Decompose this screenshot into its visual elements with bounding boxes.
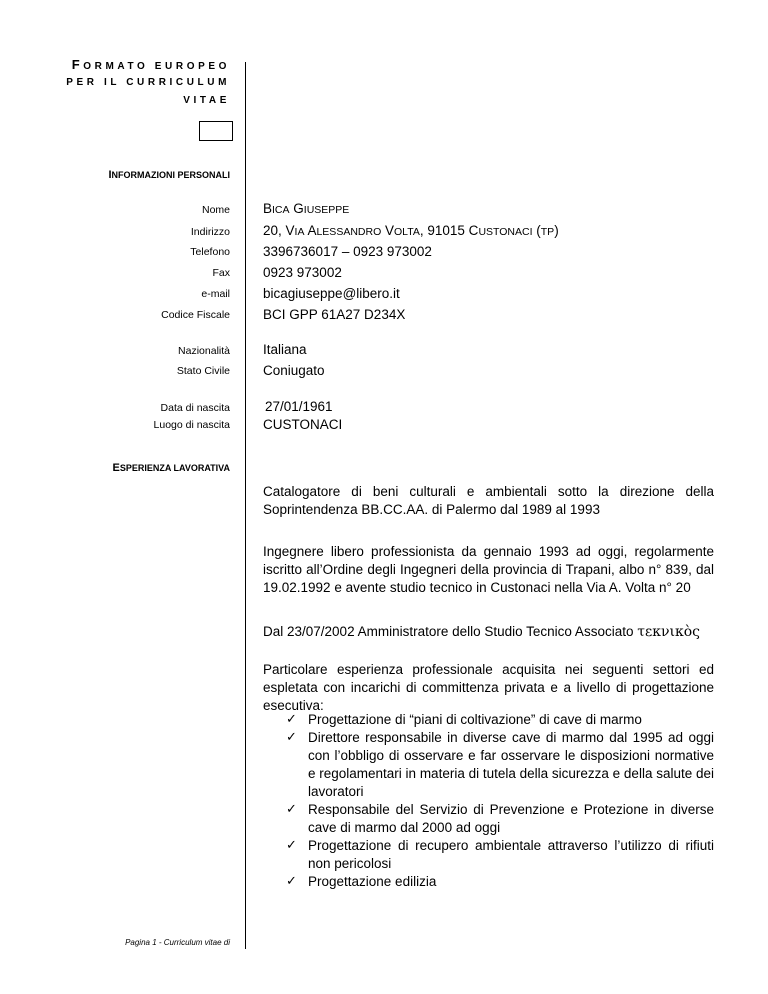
value-telefono: 3396736017 – 0923 973002	[263, 244, 432, 259]
list-item: ✓ Direttore responsabile in diverse cave di marmo dal 1995 ad oggi con l’obbligo di osservare e far osservare le disposizioni normative e regolamentari in materia di tutela della sicurezza e della salute dei lavoratori	[286, 730, 714, 799]
list-item: ✓ Progettazione di “piani di coltivazione” di cave di marmo	[286, 712, 642, 727]
value-indirizzo: 20, VIA ALESSANDRO VOLTA, 91015 CUSTONACI (TP)	[263, 223, 559, 238]
label-nome: Nome	[201, 204, 230, 216]
label-fax: Fax	[212, 267, 230, 279]
page-footer: Pagina 1 - Curriculum vitae di	[125, 938, 230, 947]
checkmark-icon: ✓	[286, 730, 297, 745]
value-email: bicagiuseppe@libero.it	[263, 286, 400, 301]
value-nazionalita: Italiana	[263, 342, 307, 357]
label-telefono: Telefono	[190, 246, 230, 258]
expertise-list	[286, 711, 714, 891]
label-data-nascita: Data di nascita	[160, 402, 230, 414]
form-title-line-3: VITAE	[183, 95, 230, 106]
label-stato-civile: Stato Civile	[176, 365, 230, 377]
value-nome: BICA GIUSEPPE	[263, 201, 350, 216]
checkmark-icon: ✓	[286, 874, 297, 889]
form-title-line-2: PER IL CURRICULUM	[66, 77, 230, 88]
label-luogo-nascita: Luogo di nascita	[153, 419, 230, 431]
section-work-experience: ESPERIENZA LAVORATIVA	[112, 462, 230, 474]
section-personal-info: INFORMAZIONI PERSONALI	[108, 169, 230, 181]
work-paragraph-3: Dal 23/07/2002 Amministratore dello Studio Tecnico Associato τεκνικὸς	[263, 624, 700, 640]
vertical-divider	[245, 62, 246, 949]
value-stato-civile: Coniugato	[263, 363, 325, 378]
value-luogo-nascita: CUSTONACI	[263, 417, 343, 432]
checkmark-icon: ✓	[286, 802, 297, 817]
work-paragraph-2: Ingegnere libero professionista da gennaio 1993 ad oggi, regolarmente iscritto all’Ordine degli Ingegneri della provincia di Trapani, albo n° 839, dal 19.02.1992 e avente studio tecnico in Custonaci nella Via A. Volta n° 20	[263, 544, 714, 595]
list-item: ✓ Responsabile del Servizio di Prevenzione e Protezione in diverse cave di marmo dal 2000 ad oggi	[286, 802, 714, 835]
list-item: ✓ Progettazione edilizia	[286, 874, 437, 889]
checkmark-icon: ✓	[286, 712, 297, 727]
value-data-nascita: 27/01/1961	[265, 399, 333, 414]
value-fax: 0923 973002	[263, 265, 342, 280]
value-codice-fiscale: BCI GPP 61A27 D234X	[263, 307, 406, 322]
work-paragraph-1: Catalogatore di beni culturali e ambientali sotto la direzione della Soprintendenza BB.CC.AA. di Palermo dal 1989 al 1993	[263, 484, 714, 517]
label-email: e-mail	[201, 288, 230, 300]
work-paragraph-4: Particolare esperienza professionale acquisita nei seguenti settori ed espletata con incarichi di committenza privata e a livello di progettazione esecutiva:	[263, 662, 714, 713]
form-title-line-1: FORMATO EUROPEO	[71, 57, 230, 72]
label-codice-fiscale: Codice Fiscale	[161, 309, 230, 321]
checkmark-icon: ✓	[286, 838, 297, 853]
label-nazionalita: Nazionalità	[178, 345, 230, 357]
label-indirizzo: Indirizzo	[190, 226, 230, 238]
list-item: ✓ Progettazione di recupero ambientale attraverso l’utilizzo di rifiuti non pericolosi	[286, 838, 714, 871]
studio-name-greek: τεκνικὸς	[637, 624, 700, 640]
logo-placeholder-box	[199, 121, 233, 141]
